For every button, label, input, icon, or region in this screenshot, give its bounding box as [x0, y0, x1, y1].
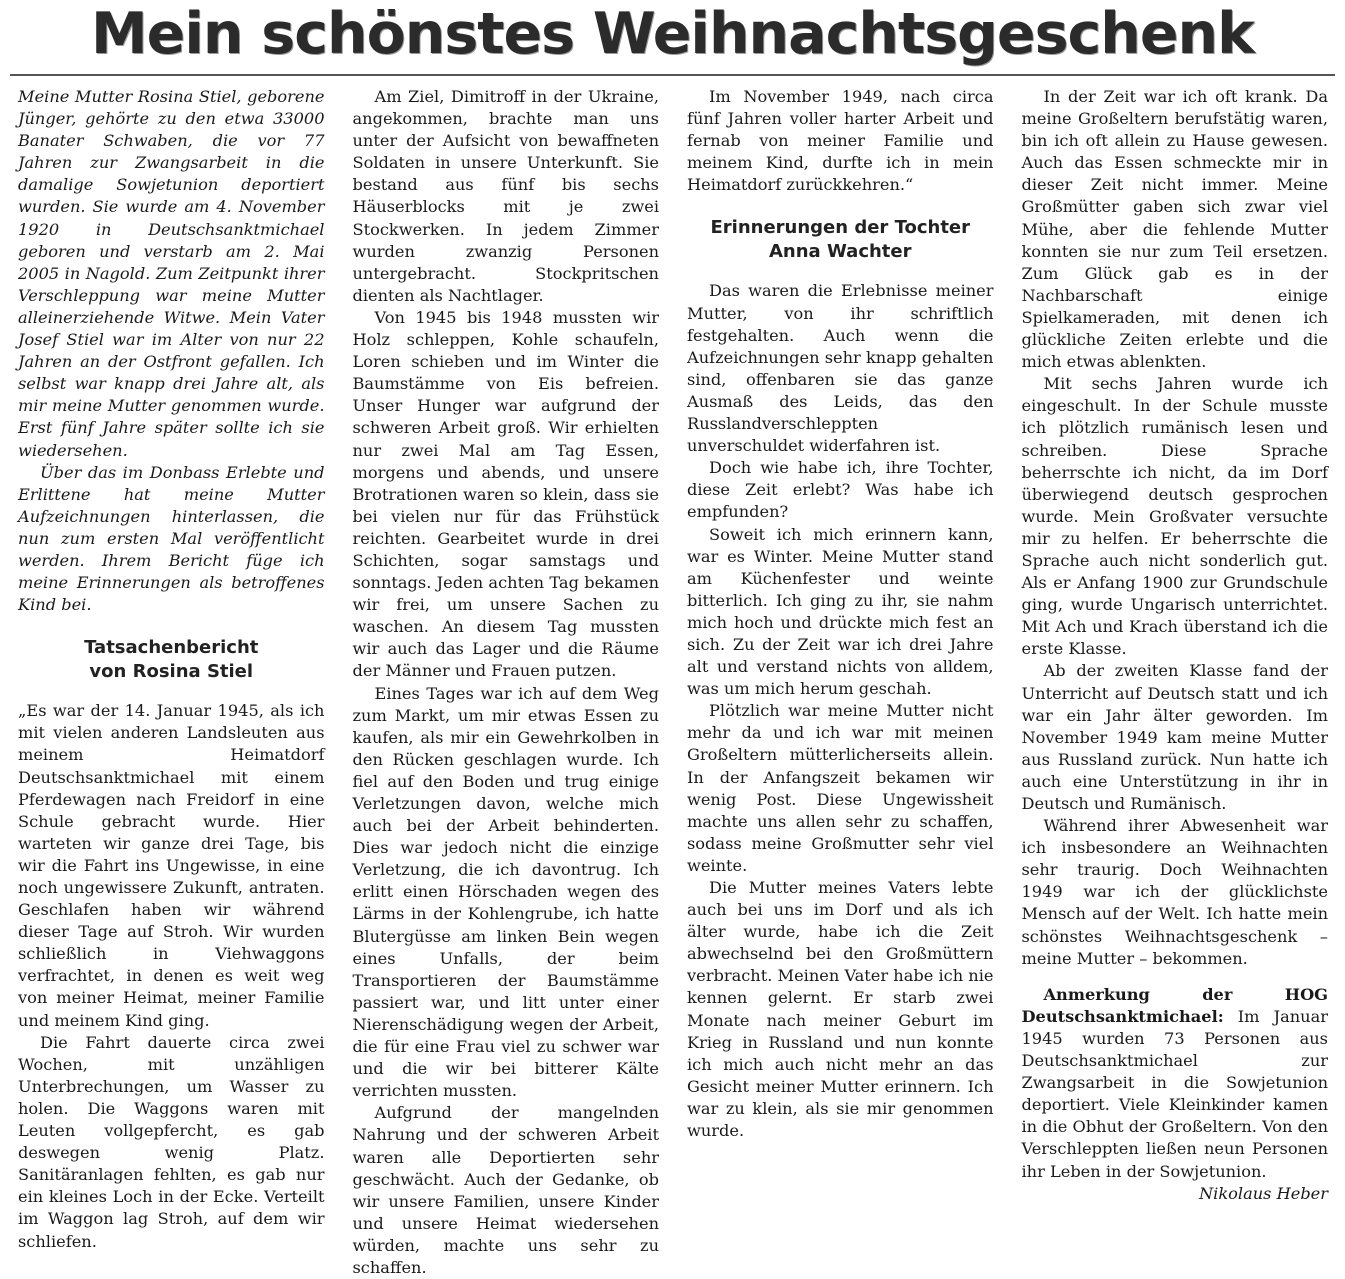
- body-paragraph: Das waren die Erlebnisse meiner Mutter, von ihr schriftlich festgehalten. Auch wenn die Aufzeichnungen sehr knapp gehalten sind, offenbaren sie das ganze Ausmaß des Leids, das den Russlandverschleppten unverschuldet widerfahren ist.: [687, 281, 994, 456]
- body-paragraph: Soweit ich mich erinnern kann, war es Winter. Meine Mutter stand am Küchenfester und weinte bitterlich. Ich ging zu ihr, sie nahm mich hoch und drückte mich fest an sich. Zu der Zeit war ich drei Jahre alt und verstand nichts von alldem, was um mich herum geschah.: [687, 524, 994, 699]
- body-paragraph: In der Zeit war ich oft krank. Da meine Großeltern berufstätig waren, bin ich oft allein zu Hause gewesen. Auch das Essen schmeckte mir in dieser Zeit nicht immer. Meine Großmütter gaben sich zwar viel Mühe, aber die fehlende Mutter konnten sie nur zum Teil ersetzen. Zum Glück gab es in der Nachbarschaft einige Spielkameraden, mit denen ich glückliche Zeiten erlebte und die mich etwas ablenkten.: [1021, 87, 1328, 372]
- headline-rule: [10, 74, 1335, 76]
- body-paragraph: Doch wie habe ich, ihre Tochter, diese Zeit erlebt? Was habe ich empfunden?: [687, 458, 994, 522]
- article-columns: [18, 86, 1328, 1277]
- note-author: Nikolaus Heber: [1199, 1183, 1328, 1203]
- column-3: [687, 86, 994, 1279]
- body-paragraph: Aufgrund der mangelnden Nahrung und der schweren Arbeit waren alle Deportierten sehr geschwächt. Auch der Gedanke, ob wir unsere Familien, unsere Kinder und unsere Heimat wiedersehen würden, machte uns sehr zu schaffen.: [352, 1103, 659, 1277]
- body-paragraph: Ab der zweiten Klasse fand der Unterricht auf Deutsch statt und ich war ein Jahr älter geworden. Im November 1949 kam meine Mutter aus Russland zurück. Nun hatte ich auch eine Unterstützung in ihr in Deutsch und Rumänisch.: [1021, 661, 1328, 813]
- body-paragraph: Die Mutter meines Vaters lebte auch bei uns im Dorf und als ich älter wurde, habe ich die Zeit abwechselnd bei den Großmüttern verbracht. Meinen Vater habe ich nie kennen gelernt. Er starb zwei Monate nach meiner Geburt im Krieg in Russland und nun konnte ich mich auch nicht mehr an das Gesicht meiner Mutter erinnern. Ich war zu klein, als sie mir genommen wurde.: [687, 878, 994, 1141]
- body-paragraph: Plötzlich war meine Mutter nicht mehr da und ich war mit meinen Großeltern mütterlicherseits allein. In der Anfangszeit bekamen wir wenig Post. Diese Ungewissheit machte uns allen sehr zu schaffen, sodass meine Großmutter sehr viel weinte.: [687, 701, 994, 875]
- section-heading-line: Anna Wachter: [768, 241, 912, 263]
- column-1: [18, 86, 325, 1279]
- body-paragraph: Eines Tages war ich auf dem Weg zum Markt, um mir etwas Essen zu kaufen, als mir ein Gewehrkolben in den Rücken geschlagen wurde. Ich fiel auf den Boden und trug einige Verletzungen davon, welche mich auch bei der Arbeit behinderten. Dies war jedoch nicht die einzige Verletzung, die ich davontrug. Ich erlitt einen Hörschaden wegen des Lärms in der Kohlengrube, ich hatte Blutergüsse am linken Bein wegen eines Unfalls, der beim Transportieren der Baumstämme passiert war, und litt unter einer Nierenschädigung wegen der Arbeit, die für eine Frau viel zu schwer war und die wir bei bitterer Kälte verrichten mussten.: [352, 683, 659, 1101]
- editor-note: [1021, 984, 1329, 1203]
- section-heading-line: Erinnerungen der Tochter: [710, 217, 971, 239]
- body-paragraph: „Es war der 14. Januar 1945, als ich mit vielen anderen Landsleuten aus meinem Heimatdorf Deutschsanktmichael mit einem Pferdewagen nach Freidorf in eine Schule gebracht wurde. Hier warteten wir ganze drei Tage, bis wir die Fahrt ins Ungewisse, in eine noch ungewissere Zukunft, antraten. Geschlafen haben wir während dieser Tage auf Stroh. Wir wurden schließlich in Viehwaggons verfrachtet, in denen es weit weg von meiner Heimat, meiner Familie und meinem Kind ging.: [18, 701, 325, 1030]
- headline: Mein schönstes Weihnachtsgeschenk: [90, 1, 1255, 67]
- body-paragraph: Während ihrer Abwesenheit war ich insbesondere an Weihnachten sehr traurig. Doch Weihnachten 1949 war ich der glücklichste Mensch auf der Welt. Ich hatte mein schönstes Weihnachtsgeschenk – meine Mutter – bekommen.: [1021, 816, 1328, 968]
- body-paragraph: Mit sechs Jahren wurde ich eingeschult. In der Schule musste ich plötzlich rumänisch lesen und schreiben. Diese Sprache beherrschte ich nicht, da im Dorf überwiegend deutsch gesprochen wurde. Mein Großvater versuchte mir zu helfen. Er beherrschte die Sprache auch nicht sonderlich gut. Als er Anfang 1900 zur Grundschule ging, wurde Ungarisch unterrichtet. Mit Ach und Krach überstand ich die erste Klasse.: [1021, 374, 1328, 659]
- section-heading-line: von Rosina Stiel: [89, 661, 254, 683]
- body-paragraph: Im November 1949, nach circa fünf Jahren voller harter Arbeit und fernab von meiner Familie und meinem Kind, durfte ich in mein Heimatdorf zurückkehren.“: [687, 87, 994, 195]
- section-heading-line: Tatsachenbericht: [84, 637, 259, 659]
- body-paragraph: Am Ziel, Dimitroff in der Ukraine, angekommen, brachte man uns unter der Aufsicht von bewaffneten Soldaten in unsere Unterkunft. Sie bestand aus fünf bis sechs Häuserblocks mit je zwei Stockwerken. In jedem Zimmer wurden zwanzig Personen untergebracht. Stockpritschen dienten als Nachtlager.: [352, 87, 659, 305]
- note-text: Im Januar 1945 wurden 73 Personen aus Deutschsanktmichael zur Zwangsarbeit in die Sowjetunion deportiert. Viele Kleinkinder kamen in die Obhut der Großeltern. Von den Verschleppten ließen neun Personen ihr Leben in der Sowjetunion.: [1021, 1006, 1328, 1181]
- note-label: Anmerkung der HOG Deutschsanktmichael:: [1021, 984, 1328, 1026]
- column-2: [353, 86, 660, 1279]
- section-heading-memories: [687, 216, 994, 264]
- intro-paragraph: Meine Mutter Rosina Stiel, geborene Jünger, gehörte zu den etwa 33000 Banater Schwaben, die vor 77 Jahren zur Zwangsarbeit in die damalige Sowjetunion deportiert wurden. Sie wurde am 4. November 1920 in Deutschsanktmichael geboren und verstarb am 2. Mai 2005 in Nagold. Zum Zeitpunkt ihrer Verschleppung war meine Mutter alleinerziehende Witwe. Mein Vater Josef Stiel war im Alter von nur 22 Jahren an der Ostfront gefallen. Ich selbst war knapp drei Jahre alt, als mir meine Mutter genommen wurde. Erst fünf Jahre später sollte ich sie wiedersehen.: [18, 87, 325, 460]
- body-paragraph: Von 1945 bis 1948 mussten wir Holz schleppen, Kohle schaufeln, Loren schieben und im Winter die Baumstämme von Eis befreien. Unser Hunger war aufgrund der schweren Arbeit groß. Wir erhielten nur zwei Mal am Tag Essen, morgens und abends, und unsere Brotrationen waren so klein, dass sie bei vielen nur für das Frühstück reichten. Gearbeitet wurde in drei Schichten, sogar samstags und sonntags. Jeden achten Tag bekamen wir frei, um unsere Sachen zu waschen. An diesem Tag mussten wir auch das Lager und die Räume der Männer und Frauen putzen.: [352, 307, 659, 681]
- column-4: [1022, 86, 1329, 1279]
- note-spacer: [1022, 970, 1329, 984]
- section-heading-report: [18, 636, 325, 684]
- body-paragraph: Die Fahrt dauerte circa zwei Wochen, mit unzähligen Unterbrechungen, um Wasser zu holen. Die Waggons waren mit Leuten vollgepfercht, es gab deswegen wenig Platz. Sanitäranlagen fehlten, es gab nur ein kleines Loch in der Ecke. Verteilt im Waggon lag Stroh, auf dem wir schliefen.: [18, 1032, 325, 1251]
- intro-paragraph: Über das im Donbass Erlebte und Erlittene hat meine Mutter Aufzeichnungen hinterlassen, die nun zum ersten Mal veröffentlicht werden. Ihrem Bericht füge ich meine Erinnerungen als betroffenes Kind bei.: [18, 462, 325, 615]
